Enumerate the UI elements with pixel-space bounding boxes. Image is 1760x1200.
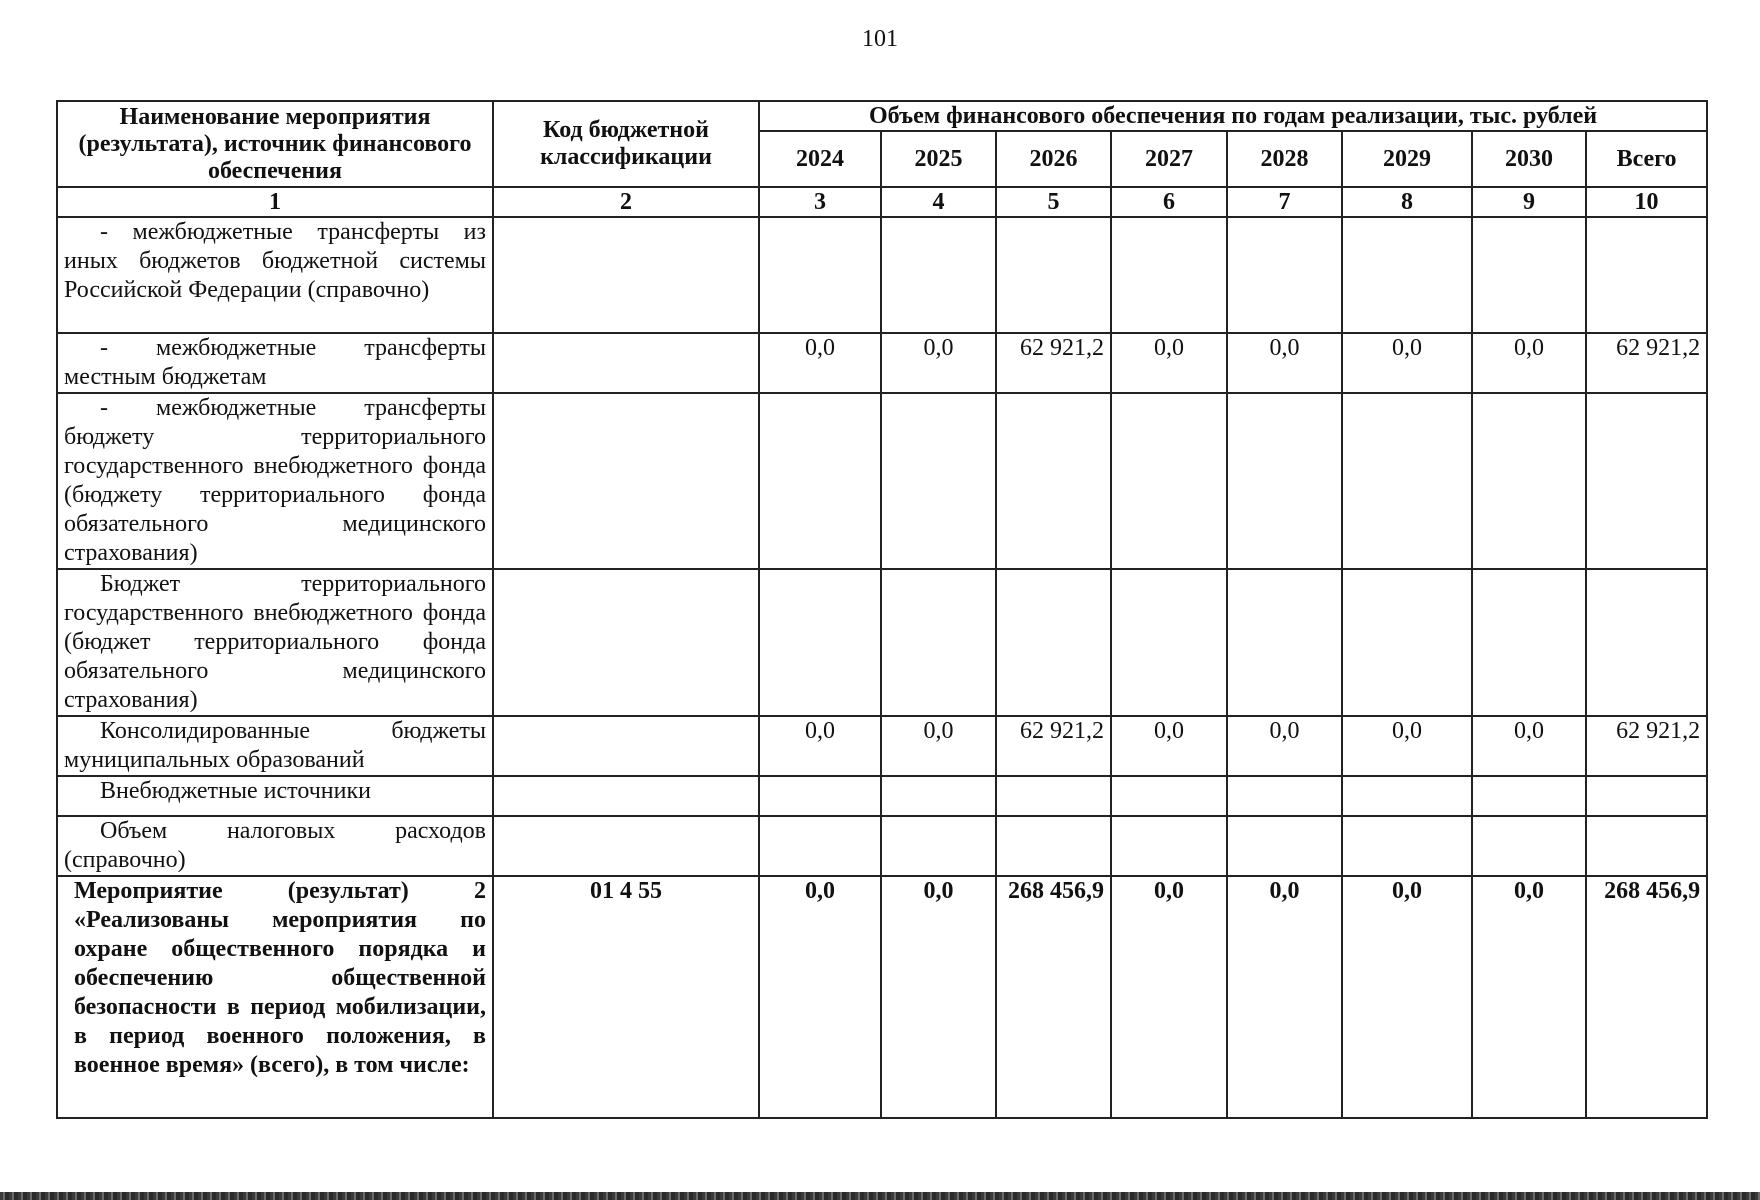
row-value bbox=[1227, 816, 1342, 876]
row-value: 0,0 bbox=[759, 716, 881, 776]
row-name: Мероприятие (результат) 2 «Реализованы мероприятия по охране общественного порядка и обеспечению общественной безопасности в период мобилизации, в период военного положения, в военное время» (всего), в том числе: bbox=[57, 876, 493, 1118]
row-value bbox=[1227, 776, 1342, 816]
row-value bbox=[1111, 217, 1227, 333]
row-value bbox=[1227, 393, 1342, 569]
row-name: Внебюджетные источники bbox=[57, 776, 493, 816]
row-value bbox=[881, 816, 996, 876]
row-value bbox=[1111, 776, 1227, 816]
row-value: 62 921,2 bbox=[1586, 333, 1707, 393]
financing-table bbox=[56, 100, 1708, 1119]
row-value bbox=[881, 569, 996, 716]
table-row bbox=[57, 217, 1707, 333]
row-value: 0,0 bbox=[1227, 333, 1342, 393]
row-value: 0,0 bbox=[881, 876, 996, 1118]
row-name: - межбюджетные трансферты из иных бюджетов бюджетной системы Российской Федерации (справочно) bbox=[57, 217, 493, 333]
row-name: Консолидированные бюджеты муниципальных образований bbox=[57, 716, 493, 776]
table-row bbox=[57, 716, 1707, 776]
column-number: 3 bbox=[759, 187, 881, 217]
row-value: 0,0 bbox=[1472, 333, 1586, 393]
row-value: 0,0 bbox=[881, 333, 996, 393]
row-value: 0,0 bbox=[1227, 876, 1342, 1118]
row-value bbox=[996, 776, 1111, 816]
table-row bbox=[57, 569, 1707, 716]
row-value bbox=[1586, 217, 1707, 333]
row-value: 0,0 bbox=[759, 876, 881, 1118]
page-number: 101 bbox=[862, 26, 898, 52]
row-value: 0,0 bbox=[1342, 876, 1472, 1118]
row-value: 62 921,2 bbox=[996, 333, 1111, 393]
header-year: 2025 bbox=[881, 131, 996, 187]
row-value bbox=[1472, 776, 1586, 816]
row-value: 0,0 bbox=[881, 716, 996, 776]
column-number: 5 bbox=[996, 187, 1111, 217]
header-year: 2026 bbox=[996, 131, 1111, 187]
row-value bbox=[996, 816, 1111, 876]
row-value bbox=[881, 217, 996, 333]
row-value bbox=[759, 816, 881, 876]
row-value bbox=[759, 569, 881, 716]
row-value bbox=[996, 393, 1111, 569]
header-year: 2030 bbox=[1472, 131, 1586, 187]
row-name: Бюджет территориального государственного внебюджетного фонда (бюджет территориального фонда обязательного медицинского страхования) bbox=[57, 569, 493, 716]
row-name: - межбюджетные трансферты местным бюджетам bbox=[57, 333, 493, 393]
row-value bbox=[1472, 217, 1586, 333]
row-value bbox=[1472, 393, 1586, 569]
header-year: 2024 bbox=[759, 131, 881, 187]
table-row bbox=[57, 393, 1707, 569]
header-row-top bbox=[57, 101, 1707, 131]
row-code bbox=[493, 816, 759, 876]
row-value: 0,0 bbox=[1472, 716, 1586, 776]
row-value bbox=[759, 393, 881, 569]
table-row bbox=[57, 776, 1707, 816]
row-value bbox=[1342, 569, 1472, 716]
row-value: 62 921,2 bbox=[1586, 716, 1707, 776]
row-value: 0,0 bbox=[1227, 716, 1342, 776]
row-value: 0,0 bbox=[1111, 876, 1227, 1118]
row-code bbox=[493, 776, 759, 816]
row-value bbox=[881, 776, 996, 816]
header-year: 2027 bbox=[1111, 131, 1227, 187]
row-value bbox=[1586, 393, 1707, 569]
row-value bbox=[1111, 569, 1227, 716]
column-number: 4 bbox=[881, 187, 996, 217]
row-value: 0,0 bbox=[1342, 716, 1472, 776]
row-code bbox=[493, 393, 759, 569]
column-number-row bbox=[57, 187, 1707, 217]
row-value: 0,0 bbox=[1111, 716, 1227, 776]
column-number: 7 bbox=[1227, 187, 1342, 217]
row-value bbox=[1227, 217, 1342, 333]
row-value bbox=[1586, 816, 1707, 876]
row-name: - межбюджетные трансферты бюджету территориального государственного внебюджетного фонда (бюджету территориального фонда обязательного медицинского страхования) bbox=[57, 393, 493, 569]
column-number: 2 bbox=[493, 187, 759, 217]
row-value: 268 456,9 bbox=[996, 876, 1111, 1118]
row-code: 01 4 55 bbox=[493, 876, 759, 1118]
row-value bbox=[1472, 816, 1586, 876]
row-value bbox=[1227, 569, 1342, 716]
row-value: 62 921,2 bbox=[996, 716, 1111, 776]
row-value bbox=[1342, 816, 1472, 876]
row-value bbox=[1586, 776, 1707, 816]
scan-edge bbox=[0, 1192, 1760, 1200]
row-code bbox=[493, 333, 759, 393]
row-value bbox=[1342, 217, 1472, 333]
row-value bbox=[1342, 776, 1472, 816]
column-number: 6 bbox=[1111, 187, 1227, 217]
row-value bbox=[1342, 393, 1472, 569]
row-value: 0,0 bbox=[1472, 876, 1586, 1118]
row-name: Объем налоговых расходов (справочно) bbox=[57, 816, 493, 876]
column-number: 9 bbox=[1472, 187, 1586, 217]
row-value bbox=[1586, 569, 1707, 716]
row-value: 268 456,9 bbox=[1586, 876, 1707, 1118]
row-value bbox=[1472, 569, 1586, 716]
row-value: 0,0 bbox=[759, 333, 881, 393]
row-value bbox=[759, 217, 881, 333]
header-year: 2029 bbox=[1342, 131, 1472, 187]
header-code: Код бюджетной классификации bbox=[493, 101, 759, 187]
row-value: 0,0 bbox=[1342, 333, 1472, 393]
column-number: 8 bbox=[1342, 187, 1472, 217]
row-value bbox=[881, 393, 996, 569]
row-value bbox=[759, 776, 881, 816]
column-number: 10 bbox=[1586, 187, 1707, 217]
header-name: Наименование мероприятия (результата), источник финансового обеспечения bbox=[57, 101, 493, 187]
header-total: Всего bbox=[1586, 131, 1707, 187]
row-value bbox=[996, 569, 1111, 716]
row-code bbox=[493, 217, 759, 333]
row-value: 0,0 bbox=[1111, 333, 1227, 393]
table-row bbox=[57, 333, 1707, 393]
header-volume: Объем финансового обеспечения по годам реализации, тыс. рублей bbox=[759, 101, 1707, 131]
row-code bbox=[493, 569, 759, 716]
row-value bbox=[996, 217, 1111, 333]
row-value bbox=[1111, 816, 1227, 876]
table-row bbox=[57, 876, 1707, 1118]
table-row bbox=[57, 816, 1707, 876]
column-number: 1 bbox=[57, 187, 493, 217]
row-code bbox=[493, 716, 759, 776]
row-value bbox=[1111, 393, 1227, 569]
header-year: 2028 bbox=[1227, 131, 1342, 187]
